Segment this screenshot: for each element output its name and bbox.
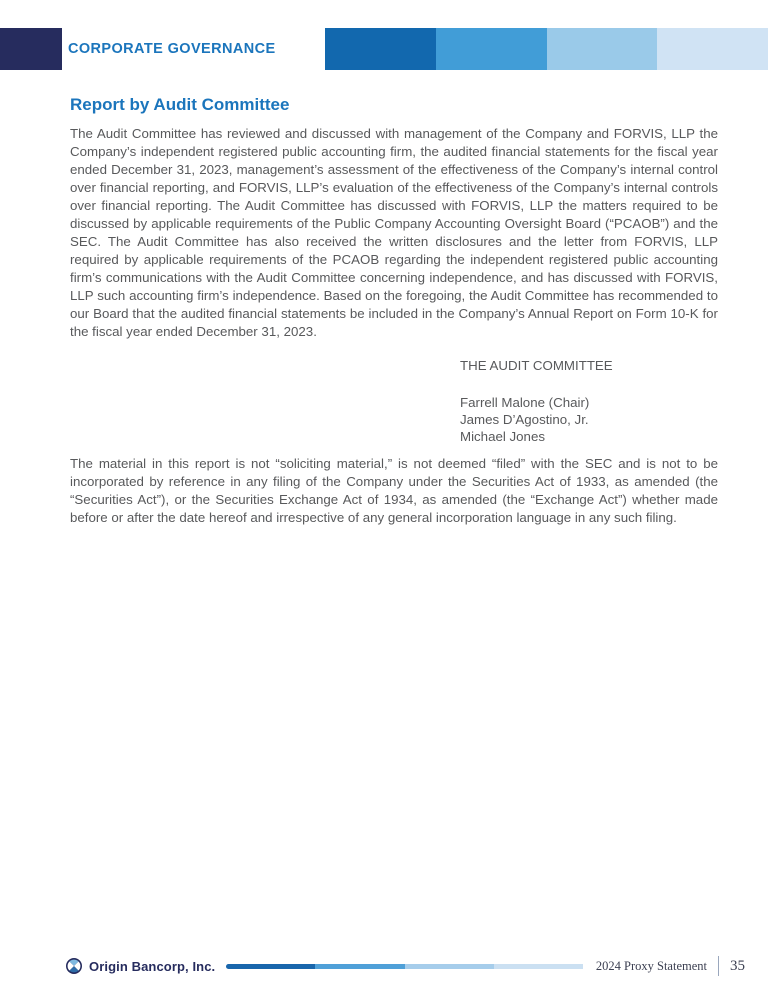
- committee-heading: THE AUDIT COMMITTEE: [460, 358, 613, 373]
- footer-bar-segment-1: [226, 964, 315, 969]
- committee-member: Farrell Malone (Chair): [460, 395, 590, 410]
- page-footer: [66, 955, 745, 977]
- footer-doc-label: 2024 Proxy Statement: [595, 958, 707, 973]
- footer-bar-segment-3: [405, 964, 494, 969]
- committee-member: Michael Jones: [460, 429, 545, 444]
- footer-bar-segment-4: [494, 964, 583, 969]
- committee-members: [460, 394, 718, 445]
- report-body-paragraph: The Audit Committee has reviewed and discussed with management of the Company and FORVIS, LLP the Company’s independent registered public accounting firm, the audited financial statements for the fiscal year ended December 31, 2023, management’s assessment of the effectiveness of the Company’s internal control over financial reporting, and FORVIS, LLP’s evaluation of the effectiveness of the Company’s internal controls over financial reporting. The Audit Committee has discussed with FORVIS, LLP the matters required to be discussed by applicable requirements of the Public Company Accounting Oversight Board (“PCAOB”) and the SEC. The Audit Committee has also received the written disclosures and the letter from FORVIS, LLP required by applicable requirements of the PCAOB regarding the independent registered public accounting firm’s communications with the Audit Committee concerning independence, and has discussed with FORVIS, LLP such accounting firm’s independence. Based on the foregoing, the Audit Committee has recommended to our Board that the audited financial statements be included in the Company’s Annual Report on Form 10-K for the fiscal year ended December 31, 2023.: [70, 126, 718, 339]
- disclaimer-paragraph: The material in this report is not “soliciting material,” is not deemed “filed” with the SEC and is not to be incorporated by reference in any filing of the Company under the Securities Act of 1933, as amended (the “Securities Act”), or the Securities Exchange Act of 1934, as amended (the “Exchange Act”) whether made before or after the date hereof and irrespective of any general incorporation language in any such filing.: [70, 456, 718, 525]
- footer-page-number: 35: [730, 957, 745, 974]
- origin-bancorp-logo-icon: [66, 958, 82, 974]
- section-label: CORPORATE GOVERNANCE: [68, 41, 276, 57]
- footer-brand: Origin Bancorp, Inc.: [89, 958, 216, 974]
- committee-member: James D’Agostino, Jr.: [460, 412, 589, 427]
- footer-separator: [718, 956, 719, 976]
- report-section: [70, 0, 718, 527]
- page-title: Report by Audit Committee: [70, 95, 290, 114]
- committee-signature-block: [460, 357, 718, 445]
- footer-bar-segment-2: [315, 964, 404, 969]
- corner-accent-block: [0, 28, 62, 70]
- footer-gradient-bar: [226, 964, 583, 969]
